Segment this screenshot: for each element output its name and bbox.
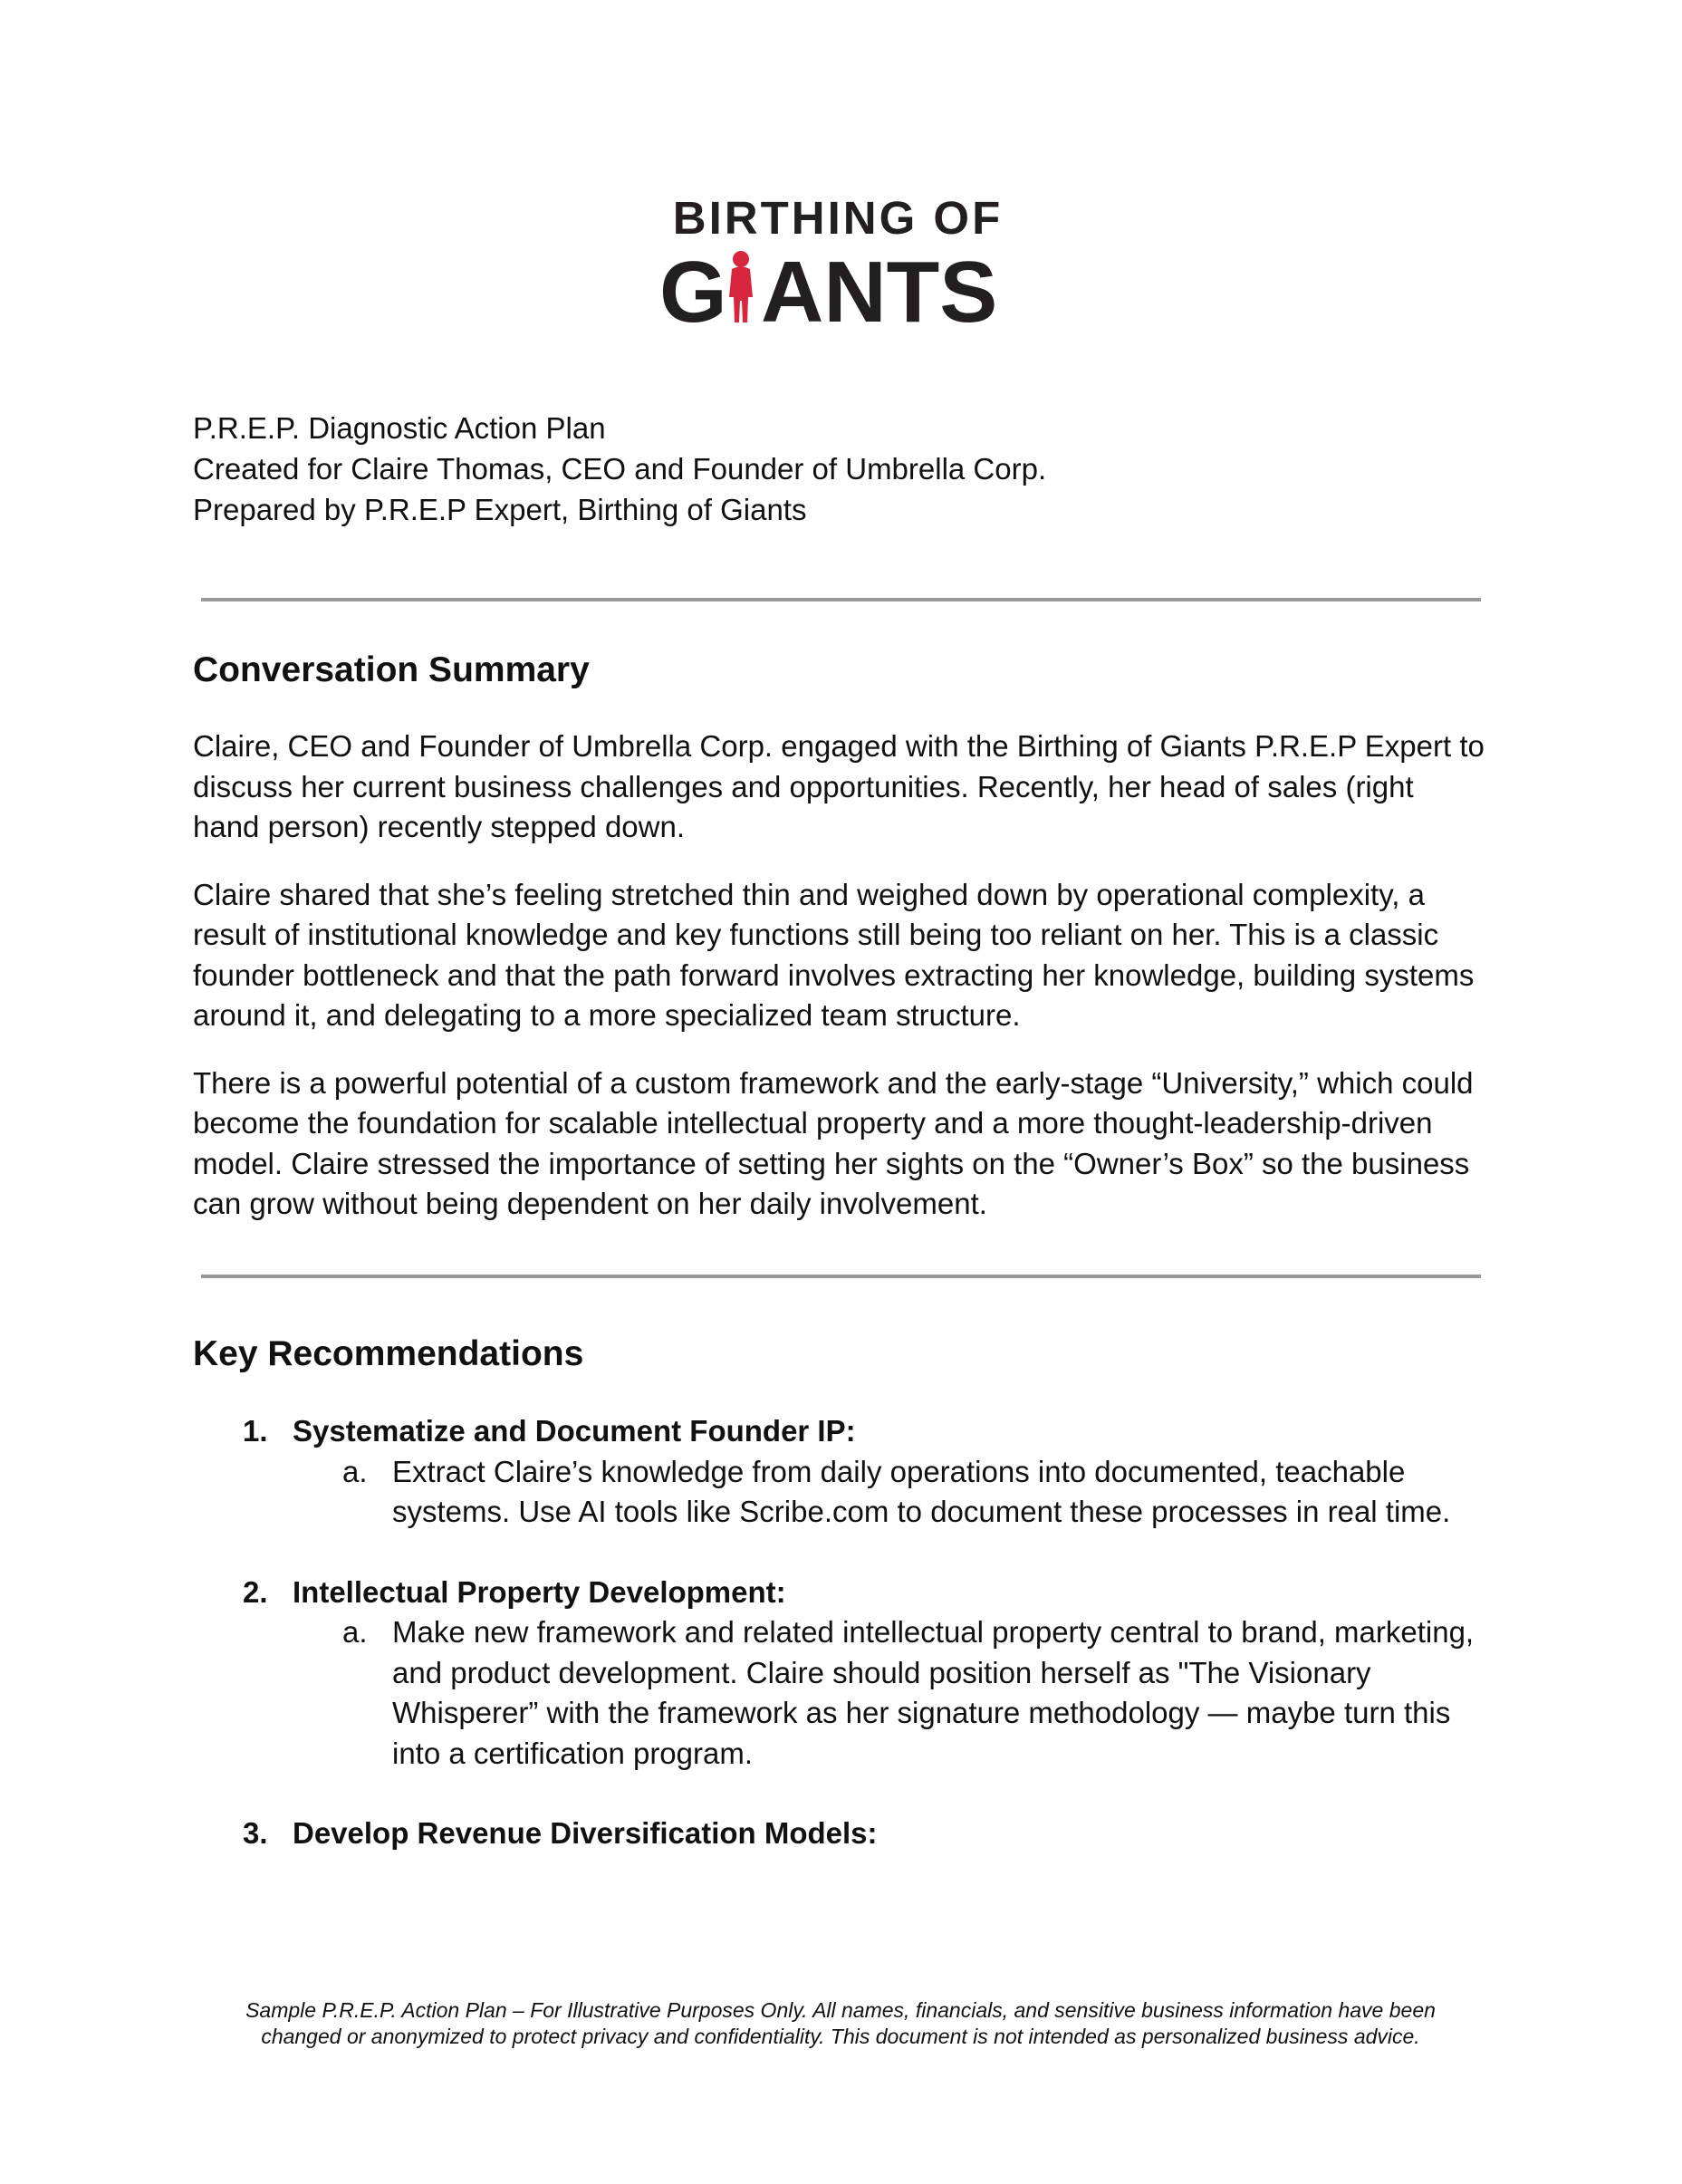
disclaimer-line: Sample P.R.E.P. Action Plan – For Illustrative Purposes Only. All names, financials, and sensitive business information have been: [245, 1998, 1436, 2022]
birthing-of-giants-logo: [634, 190, 1042, 335]
summary-paragraph: Claire, CEO and Founder of Umbrella Corp. engaged with the Birthing of Giants P.R.E.P Expert to discuss her current business challenges and opportunities. Recently, her head of sales (right hand person) recently stepped down.: [193, 729, 1485, 843]
disclaimer-footer: [193, 1997, 1488, 2050]
conversation-summary-heading: Conversation Summary: [193, 650, 590, 689]
logo-line1: BIRTHING OF: [672, 192, 1004, 244]
subitem-letter: a.: [342, 1454, 368, 1488]
logo-letters-ants: ANTS: [761, 244, 998, 335]
divider: [201, 1275, 1481, 1278]
standing-figure-icon: [729, 251, 753, 322]
recommendation-number: 1.: [243, 1414, 268, 1448]
logo-letter-g: G: [659, 244, 727, 335]
document-title: P.R.E.P. Diagnostic Action Plan: [193, 411, 606, 445]
summary-paragraph: There is a powerful potential of a custom framework and the early-stage “University,” which could become the foundation for scalable intellectual property and a more thought-leadership-driven model. Claire stressed the importance of setting her sights on the “Owner’s Box” so the business can grow without being dependent on her daily involvement.: [193, 1065, 1474, 1220]
recommendation-number: 3.: [243, 1816, 268, 1850]
subitem-text: Make new framework and related intellectual property central to brand, marketing, and product development. Claire should position herself as "The Visionary Whisperer” with the framework as her signature methodology — maybe turn this into a certification program.: [392, 1615, 1475, 1770]
key-recommendations-heading: Key Recommendations: [193, 1334, 584, 1373]
subitem-text: Extract Claire’s knowledge from daily operations into documented, teachable systems. Use AI tools like Scribe.com to document these processes in real time.: [392, 1454, 1451, 1528]
recommendation-subitem: [193, 1452, 1488, 1533]
recommendation-title: Develop Revenue Diversification Models:: [293, 1816, 878, 1850]
recommendation-item: [193, 1573, 1488, 1775]
recommendation-subitem: [193, 1612, 1488, 1774]
disclaimer-line: changed or anonymized to protect privacy and confidentiality. This document is not intended as personalized business advice.: [261, 2025, 1420, 2048]
recommendation-title: Systematize and Document Founder IP:: [293, 1414, 856, 1448]
created-for-line: Created for Claire Thomas, CEO and Founder of Umbrella Corp.: [193, 452, 1047, 486]
recommendation-item: [193, 1814, 1488, 1854]
logo-graphic: [634, 190, 1042, 335]
recommendation-item: [193, 1411, 1488, 1533]
prepared-by-line: Prepared by P.R.E.P Expert, Birthing of Giants: [193, 493, 807, 526]
recommendations-list: [193, 1411, 1488, 1894]
subitem-letter: a.: [342, 1615, 368, 1649]
document-header: [193, 408, 1479, 530]
summary-paragraph: Claire shared that she’s feeling stretched thin and weighed down by operational complexity, a result of institutional knowledge and key functions still being too reliant on her. This is a classic founder bottleneck and that the path forward involves extracting her knowledge, building systems around it, and delegating to a more specialized team structure.: [193, 877, 1475, 1032]
divider: [201, 598, 1481, 601]
recommendation-title: Intellectual Property Development:: [293, 1574, 786, 1609]
conversation-summary-body: [193, 726, 1488, 1252]
recommendation-number: 2.: [243, 1574, 268, 1609]
